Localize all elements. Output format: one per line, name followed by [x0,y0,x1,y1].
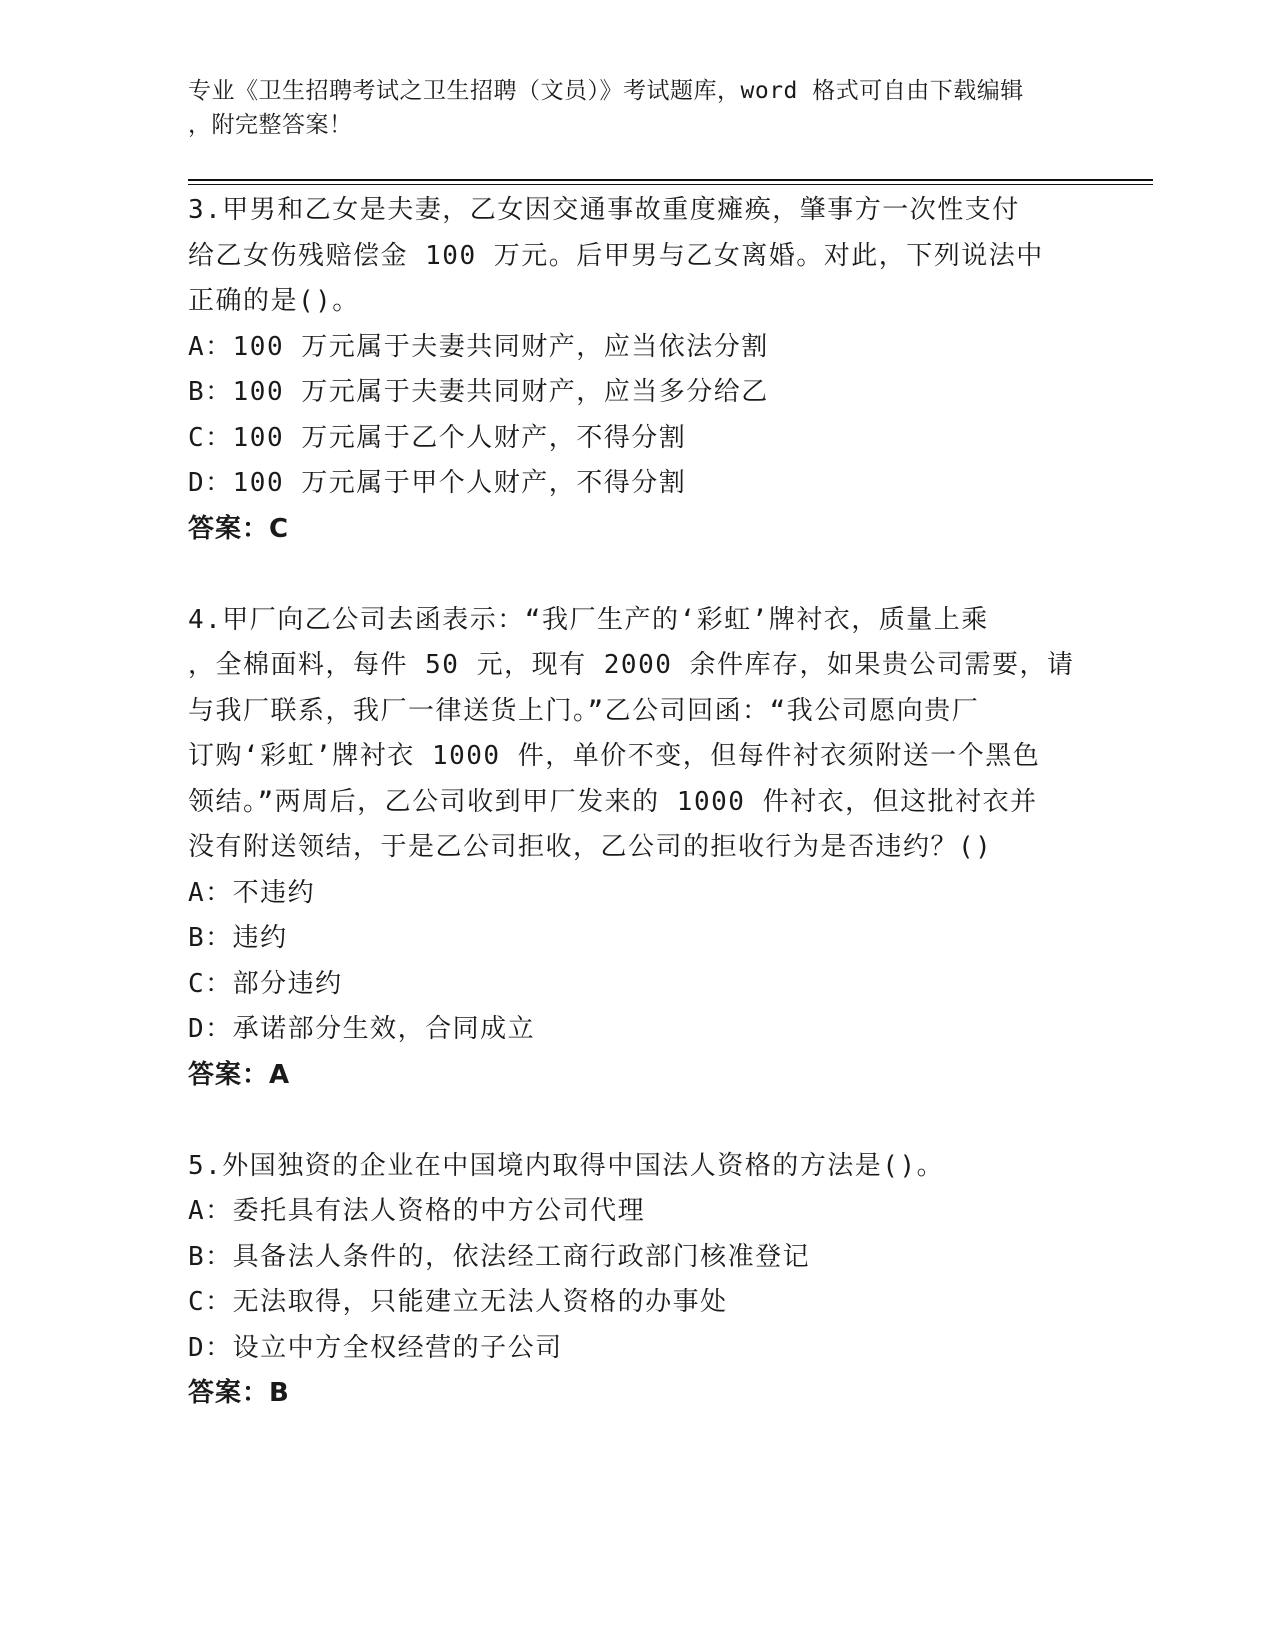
question-5 [188,1144,1068,1417]
stem-line: 正确的是()。 [188,286,360,316]
document-header-note [188,74,1068,142]
question-stem [188,1144,1068,1190]
header-line-2: ，附完整答案！ [188,112,353,138]
option-c: C：100 万元属于乙个人财产，不得分割 [188,422,687,453]
header-divider-thin [188,184,1153,185]
option-c: C：部分违约 [188,968,343,999]
answer-label: 答案：B [188,1378,290,1408]
answer-label: 答案：A [188,1059,291,1090]
option-d: D：设立中方全权经营的子公司 [188,1332,563,1363]
option-a: A：不违约 [188,877,316,908]
option-a: A：委托具有法人资格的中方公司代理 [188,1196,646,1226]
option-c: C：无法取得，只能建立无法人资格的办事处 [188,1287,728,1317]
stem-line: ，全棉面料，每件 50 元，现有 2000 余件库存，如果贵公司需要，请 [188,650,1075,680]
stem-line: 没有附送领结，于是乙公司拒收，乙公司的拒收行为是否违约？() [188,832,993,862]
stem-line: 4.甲厂向乙公司去函表示：“我厂生产的‘彩虹’牌衬衣，质量上乘 [188,604,989,635]
stem-line: 领结。”两周后，乙公司收到甲厂发来的 1000 件衬衣，但这批衬衣并 [188,786,1038,817]
question-4 [188,598,1075,1099]
question-list [188,188,1075,1417]
answer-label: 答案：C [188,513,290,544]
option-b: B：具备法人条件的，依法经工商行政部门核准登记 [188,1241,811,1272]
stem-line: 订购‘彩虹’牌衬衣 1000 件，单价不变，但每件衬衣须附送一个黑色 [188,741,1041,771]
header-divider-thick [188,179,1153,181]
stem-line: 3.甲男和乙女是夫妻，乙女因交通事故重度瘫痪，肇事方一次性支付 [188,195,1020,225]
stem-line: 5.外国独资的企业在中国境内取得中国法人资格的方法是()。 [188,1150,945,1181]
question-spacer [188,1098,1068,1144]
question-spacer [188,552,1068,598]
question-stem [188,188,1068,325]
option-b: B：违约 [188,923,288,953]
stem-line: 给乙女伤残赔偿金 100 万元。后甲男与乙女离婚。对此，下列说法中 [188,240,1044,271]
header-line-1: 专业《卫生招聘考试之卫生招聘（文员）》考试题库，word 格式可自由下载编辑 [188,78,1024,104]
option-b: B：100 万元属于夫妻共同财产，应当多分给乙 [188,377,769,407]
option-d: D：承诺部分生效，合同成立 [188,1014,536,1044]
stem-line: 与我厂联系，我厂一律送货上门。”乙公司回函：“我公司愿向贵厂 [188,695,980,726]
question-stem [188,598,1075,871]
option-d: D：100 万元属于甲个人财产，不得分割 [188,468,687,498]
option-a: A：100 万元属于夫妻共同财产，应当依法分割 [188,331,769,362]
question-3 [188,188,1068,552]
